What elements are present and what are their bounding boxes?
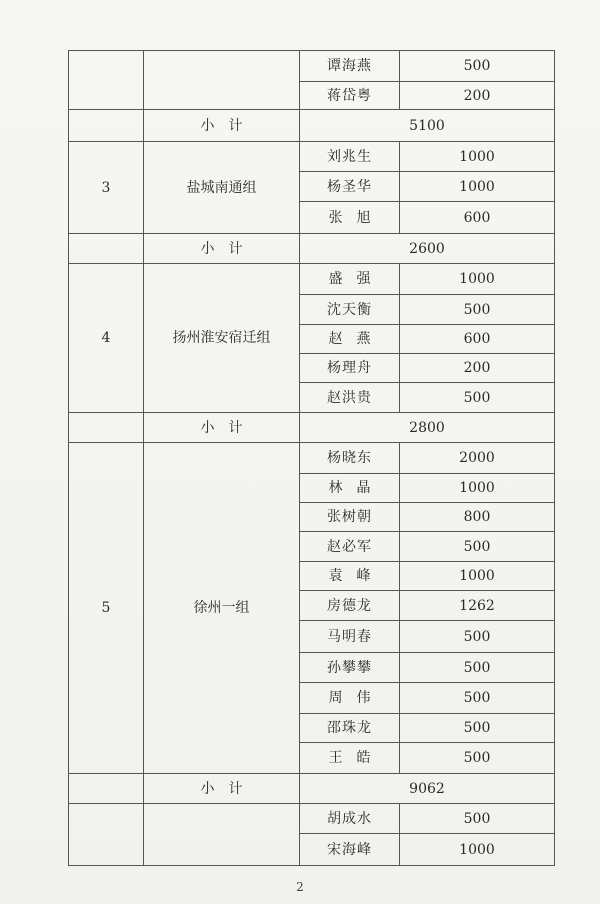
member-name: 张树朝: [300, 503, 400, 532]
subtotal-row: [69, 110, 555, 142]
subtotal-amount: 2600: [300, 234, 555, 264]
member-name: 蒋岱粤: [300, 82, 400, 110]
subtotal-row: [69, 774, 555, 804]
donation-amount: 1000: [400, 562, 555, 591]
donation-amount: 500: [400, 743, 555, 774]
donation-amount: 500: [400, 51, 555, 82]
group-name: 扬州淮安宿迁组: [144, 264, 300, 413]
donation-amount: 1000: [400, 264, 555, 295]
member-name: 杨晓东: [300, 443, 400, 474]
donation-amount: 500: [400, 295, 555, 325]
subtotal-label: 小计: [144, 110, 300, 142]
member-name: 王皓: [300, 743, 400, 774]
donation-amount: 1000: [400, 142, 555, 172]
donation-amount: 500: [400, 383, 555, 413]
member-name: 袁峰: [300, 562, 400, 591]
subtotal-amount: 2800: [300, 413, 555, 443]
donation-amount: 500: [400, 683, 555, 714]
member-name: 邵珠龙: [300, 714, 400, 743]
donation-amount: 500: [400, 804, 555, 834]
donation-amount: 2000: [400, 443, 555, 474]
donation-amount: 800: [400, 503, 555, 532]
donation-table-body: [69, 51, 555, 866]
subtotal-label: 小计: [144, 774, 300, 804]
no-cell: [69, 110, 144, 142]
table-row: [69, 142, 555, 172]
member-name: 谭海燕: [300, 51, 400, 82]
member-name: 赵洪贵: [300, 383, 400, 413]
donation-amount: 600: [400, 202, 555, 234]
donation-amount: 1000: [400, 834, 555, 866]
group-name: [144, 804, 300, 866]
subtotal-amount: 5100: [300, 110, 555, 142]
page-number: 2: [296, 880, 304, 894]
group-number: 5: [69, 443, 144, 774]
subtotal-row: [69, 413, 555, 443]
donation-amount: 500: [400, 714, 555, 743]
donation-amount: 200: [400, 354, 555, 383]
member-name: 房德龙: [300, 591, 400, 621]
group-name: 徐州一组: [144, 443, 300, 774]
donation-amount: 500: [400, 532, 555, 562]
group-number: [69, 804, 144, 866]
member-name: 赵燕: [300, 325, 400, 354]
member-name: 杨理舟: [300, 354, 400, 383]
group-number: 4: [69, 264, 144, 413]
group-name: 盐城南通组: [144, 142, 300, 234]
member-name: 沈天衡: [300, 295, 400, 325]
member-name: 周伟: [300, 683, 400, 714]
subtotal-row: [69, 234, 555, 264]
subtotal-label: 小计: [144, 234, 300, 264]
group-name: [144, 51, 300, 110]
no-cell: [69, 234, 144, 264]
table-row: [69, 51, 555, 82]
group-number: 3: [69, 142, 144, 234]
member-name: 孙攀攀: [300, 653, 400, 683]
member-name: 刘兆生: [300, 142, 400, 172]
subtotal-label: 小计: [144, 413, 300, 443]
donation-amount: 500: [400, 653, 555, 683]
group-number: [69, 51, 144, 110]
donation-amount: 500: [400, 621, 555, 653]
donation-amount: 1000: [400, 172, 555, 202]
member-name: 赵必军: [300, 532, 400, 562]
donation-amount: 200: [400, 82, 555, 110]
member-name: 张旭: [300, 202, 400, 234]
table-row: [69, 443, 555, 474]
member-name: 宋海峰: [300, 834, 400, 866]
donation-amount: 1262: [400, 591, 555, 621]
member-name: 胡成水: [300, 804, 400, 834]
member-name: 杨圣华: [300, 172, 400, 202]
member-name: 马明春: [300, 621, 400, 653]
table-row: [69, 804, 555, 834]
donation-amount: 1000: [400, 474, 555, 503]
donation-table: [68, 50, 555, 866]
no-cell: [69, 774, 144, 804]
member-name: 盛强: [300, 264, 400, 295]
donation-amount: 600: [400, 325, 555, 354]
member-name: 林晶: [300, 474, 400, 503]
table-row: [69, 264, 555, 295]
no-cell: [69, 413, 144, 443]
subtotal-amount: 9062: [300, 774, 555, 804]
